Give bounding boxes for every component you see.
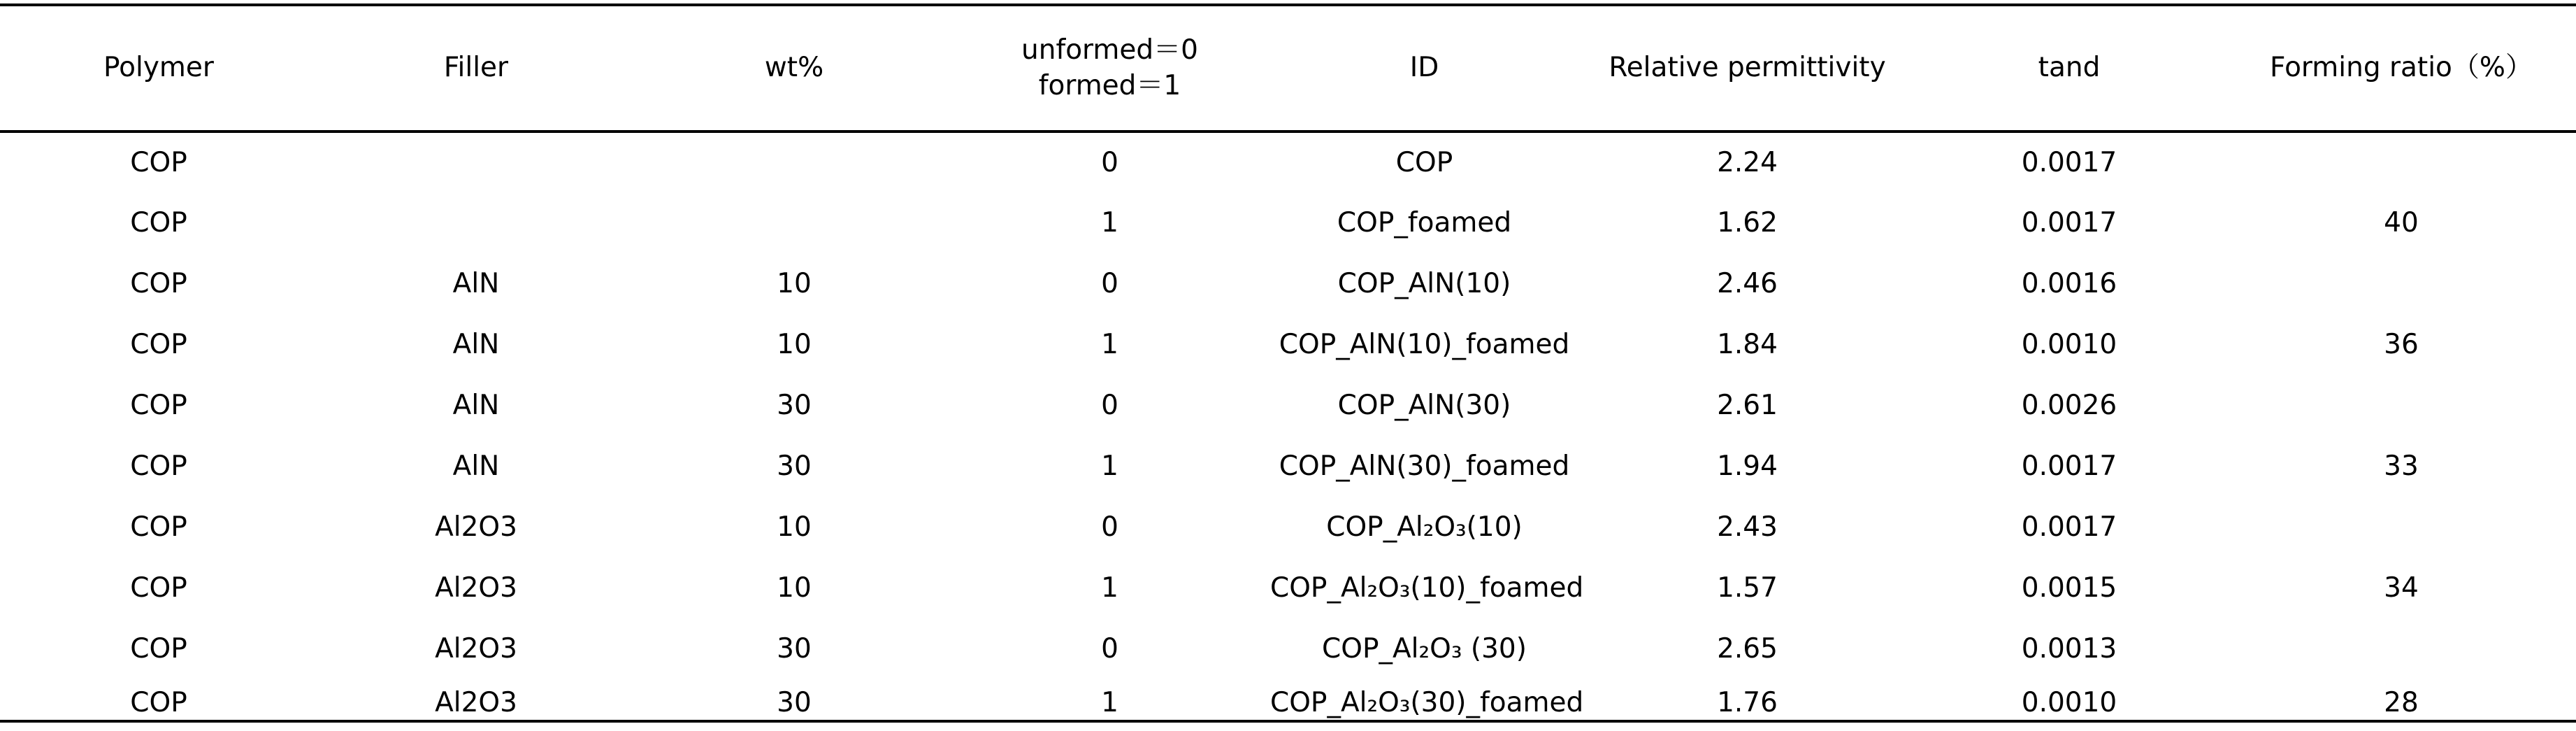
table-body bbox=[0, 132, 2576, 721]
cell-tand: 0.0010 bbox=[2021, 687, 2117, 719]
cell-filler bbox=[317, 192, 635, 253]
cell-wt-percent: 10 bbox=[777, 511, 812, 543]
header-polymer: Polymer bbox=[103, 52, 214, 84]
cell-relative-permittivity: 1.94 bbox=[1717, 450, 1778, 482]
cell-tand: 0.0017 bbox=[2021, 511, 2117, 543]
cell-wt-percent bbox=[635, 132, 954, 192]
header-filler: Filler bbox=[443, 52, 509, 84]
cell-wt-percent: 10 bbox=[777, 572, 812, 604]
cell-tand: 0.0017 bbox=[2021, 207, 2117, 239]
cell-id: COP_Al₂O₃(10)_foamed bbox=[1270, 572, 1584, 604]
cell-relative-permittivity: 1.84 bbox=[1717, 329, 1778, 360]
cell-formed-flag: 1 bbox=[1101, 687, 1118, 719]
cell-wt-percent: 30 bbox=[777, 633, 812, 665]
cell-filler: Al2O3 bbox=[435, 633, 517, 665]
cell-relative-permittivity: 2.61 bbox=[1717, 390, 1778, 421]
cell-filler: Al2O3 bbox=[435, 511, 517, 543]
table-row bbox=[0, 314, 2576, 375]
cell-filler: AlN bbox=[452, 268, 500, 299]
cell-relative-permittivity: 2.24 bbox=[1717, 147, 1778, 178]
data-table bbox=[0, 3, 2576, 723]
table-row bbox=[0, 192, 2576, 253]
table-header bbox=[0, 5, 2576, 132]
header-id: ID bbox=[1409, 52, 1439, 84]
cell-relative-permittivity: 2.65 bbox=[1717, 633, 1778, 665]
cell-filler: AlN bbox=[452, 450, 500, 482]
cell-forming-ratio: 36 bbox=[2384, 329, 2419, 360]
table-row bbox=[0, 132, 2576, 192]
cell-forming-ratio bbox=[2226, 497, 2576, 558]
cell-tand: 0.0010 bbox=[2021, 329, 2117, 360]
cell-filler: AlN bbox=[452, 390, 500, 421]
cell-forming-ratio bbox=[2226, 618, 2576, 679]
cell-filler bbox=[317, 132, 635, 192]
table-row bbox=[0, 618, 2576, 679]
table-row bbox=[0, 558, 2576, 618]
cell-forming-ratio: 33 bbox=[2384, 450, 2419, 482]
table-row bbox=[0, 679, 2576, 721]
cell-polymer: COP bbox=[130, 147, 187, 178]
cell-wt-percent: 30 bbox=[777, 687, 812, 719]
cell-filler: Al2O3 bbox=[435, 687, 517, 719]
cell-polymer: COP bbox=[130, 268, 187, 299]
cell-polymer: COP bbox=[130, 572, 187, 604]
cell-id: COP_Al₂O₃(30)_foamed bbox=[1270, 687, 1584, 719]
cell-formed-flag: 1 bbox=[1101, 450, 1118, 482]
cell-relative-permittivity: 2.43 bbox=[1717, 511, 1778, 543]
cell-id: COP_AlN(10) bbox=[1337, 268, 1511, 299]
cell-tand: 0.0015 bbox=[2021, 572, 2117, 604]
cell-wt-percent: 30 bbox=[777, 450, 812, 482]
cell-filler: AlN bbox=[452, 329, 500, 360]
cell-relative-permittivity: 2.46 bbox=[1717, 268, 1778, 299]
cell-relative-permittivity: 1.57 bbox=[1717, 572, 1778, 604]
cell-tand: 0.0016 bbox=[2021, 268, 2117, 299]
cell-formed-flag: 0 bbox=[1101, 633, 1118, 665]
cell-id: COP_AlN(10)_foamed bbox=[1279, 329, 1570, 360]
cell-polymer: COP bbox=[130, 687, 187, 719]
header-tand: tand bbox=[2038, 52, 2101, 84]
cell-polymer: COP bbox=[130, 329, 187, 360]
cell-tand: 0.0017 bbox=[2021, 450, 2117, 482]
cell-polymer: COP bbox=[130, 450, 187, 482]
table-row bbox=[0, 497, 2576, 558]
cell-id: COP_foamed bbox=[1337, 207, 1512, 239]
header-row bbox=[0, 5, 2576, 132]
cell-forming-ratio bbox=[2226, 375, 2576, 436]
cell-formed-flag: 1 bbox=[1101, 207, 1118, 239]
cell-formed-flag: 0 bbox=[1101, 268, 1118, 299]
cell-polymer: COP bbox=[130, 511, 187, 543]
cell-tand: 0.0017 bbox=[2021, 147, 2117, 178]
cell-forming-ratio bbox=[2226, 253, 2576, 314]
cell-forming-ratio: 40 bbox=[2384, 207, 2419, 239]
cell-wt-percent: 10 bbox=[777, 329, 812, 360]
header-formed-flag bbox=[954, 5, 1266, 132]
cell-polymer: COP bbox=[130, 633, 187, 665]
cell-formed-flag: 1 bbox=[1101, 572, 1118, 604]
cell-relative-permittivity: 1.76 bbox=[1717, 687, 1778, 719]
header-forming-ratio: Forming ratio（%） bbox=[2270, 52, 2533, 84]
cell-formed-flag: 0 bbox=[1101, 511, 1118, 543]
cell-id: COP_AlN(30) bbox=[1337, 390, 1511, 421]
cell-id: COP_Al₂O₃(10) bbox=[1326, 511, 1523, 543]
cell-id: COP_AlN(30)_foamed bbox=[1279, 450, 1570, 482]
table-row bbox=[0, 436, 2576, 497]
cell-id: COP_Al₂O₃ (30) bbox=[1322, 633, 1527, 665]
table-row bbox=[0, 375, 2576, 436]
cell-wt-percent bbox=[635, 192, 954, 253]
cell-forming-ratio: 28 bbox=[2384, 687, 2419, 719]
cell-tand: 0.0026 bbox=[2021, 390, 2117, 421]
cell-polymer: COP bbox=[130, 390, 187, 421]
header-formed-flag-text: unformed＝0 formed＝1 bbox=[1021, 34, 1225, 101]
table-row bbox=[0, 253, 2576, 314]
cell-wt-percent: 10 bbox=[777, 268, 812, 299]
cell-polymer: COP bbox=[130, 207, 187, 239]
cell-tand: 0.0013 bbox=[2021, 633, 2117, 665]
cell-forming-ratio: 34 bbox=[2384, 572, 2419, 604]
cell-filler: Al2O3 bbox=[435, 572, 517, 604]
cell-wt-percent: 30 bbox=[777, 390, 812, 421]
cell-id: COP bbox=[1395, 147, 1453, 178]
header-relative-permittivity: Relative permittivity bbox=[1609, 52, 1886, 84]
cell-relative-permittivity: 1.62 bbox=[1717, 207, 1778, 239]
header-wt-percent: wt% bbox=[764, 52, 824, 84]
cell-formed-flag: 1 bbox=[1101, 329, 1118, 360]
cell-formed-flag: 0 bbox=[1101, 390, 1118, 421]
cell-formed-flag: 0 bbox=[1101, 147, 1118, 178]
cell-forming-ratio bbox=[2226, 132, 2576, 192]
